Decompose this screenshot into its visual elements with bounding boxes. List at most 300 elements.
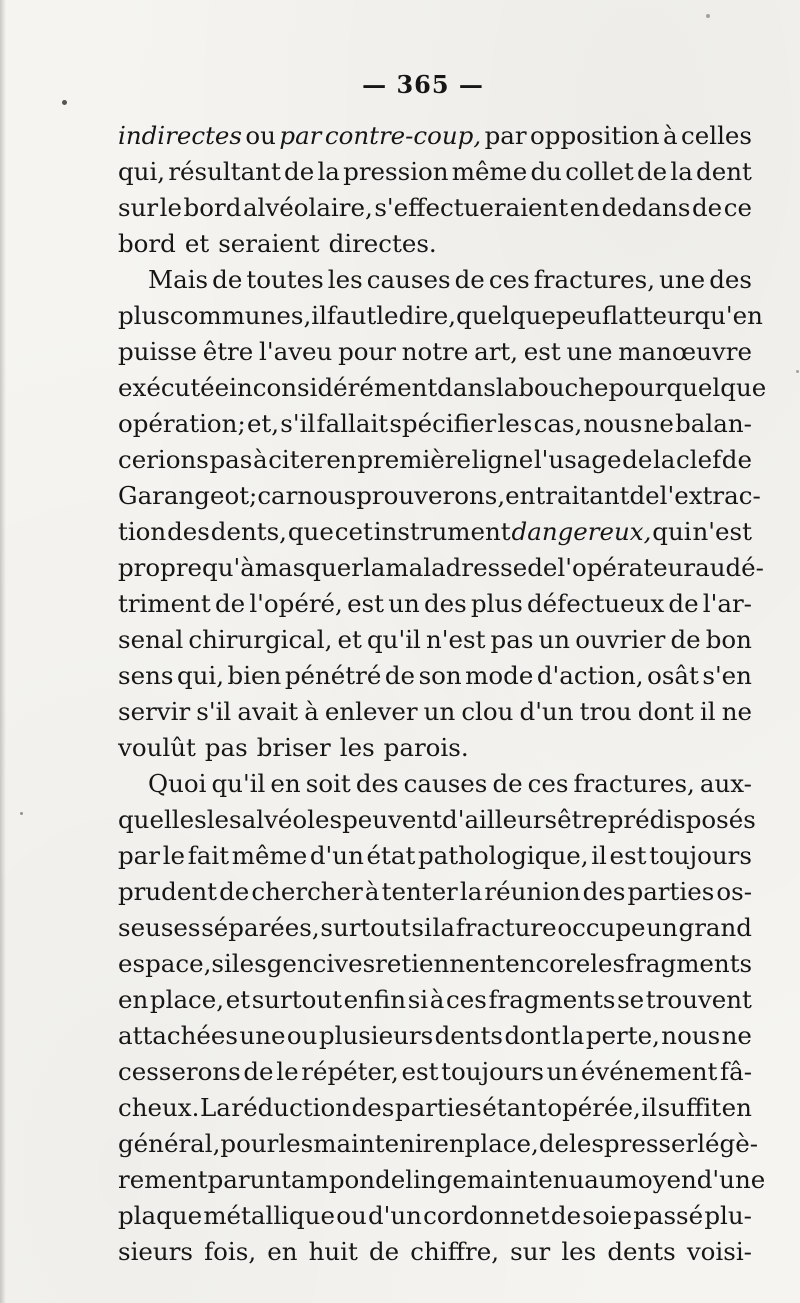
word: l'ar- bbox=[702, 589, 752, 618]
text-line bbox=[118, 1090, 752, 1126]
word: une bbox=[239, 1021, 286, 1050]
word: par bbox=[118, 841, 161, 870]
word: est bbox=[523, 337, 561, 366]
word: les bbox=[339, 733, 375, 762]
word: de bbox=[375, 1165, 406, 1194]
word: par bbox=[207, 1165, 250, 1194]
text-line bbox=[118, 262, 752, 298]
word: le bbox=[376, 301, 399, 330]
word: l'opéré, bbox=[249, 589, 343, 618]
word: au bbox=[584, 1165, 615, 1194]
text-line bbox=[118, 622, 752, 658]
word: du bbox=[530, 157, 562, 186]
word: dans bbox=[437, 373, 496, 402]
word: n'est bbox=[425, 625, 486, 654]
word: fractures, bbox=[533, 265, 656, 294]
word: nous bbox=[297, 481, 357, 510]
word: pression bbox=[343, 157, 449, 186]
word: ces bbox=[446, 985, 487, 1014]
word: retiennent bbox=[375, 949, 506, 978]
word: plus bbox=[470, 589, 523, 618]
word: dé- bbox=[725, 553, 764, 582]
word: notre bbox=[401, 337, 469, 366]
word: enlever bbox=[324, 697, 418, 726]
text-line bbox=[118, 226, 752, 262]
word: de bbox=[622, 445, 653, 474]
text-line bbox=[118, 118, 752, 154]
word: d'action, bbox=[536, 661, 644, 690]
word: les bbox=[497, 409, 533, 438]
word: surtout bbox=[320, 913, 411, 942]
word: suffit bbox=[657, 1093, 722, 1122]
word: de bbox=[636, 157, 668, 186]
word: général, bbox=[118, 1129, 221, 1158]
word: à bbox=[662, 121, 678, 150]
word: instrument bbox=[373, 517, 511, 546]
ink-speck bbox=[62, 100, 67, 105]
text-line bbox=[118, 1234, 752, 1270]
word: huit bbox=[308, 1237, 358, 1266]
word: pas bbox=[209, 445, 253, 474]
word: la bbox=[317, 157, 340, 186]
text-line bbox=[118, 802, 756, 838]
text-line bbox=[118, 514, 752, 550]
word: occupe bbox=[557, 913, 646, 942]
word: propre bbox=[118, 553, 203, 582]
word: pour bbox=[608, 373, 667, 402]
word: des bbox=[355, 769, 399, 798]
word: plu- bbox=[704, 1201, 752, 1230]
word: seraient bbox=[218, 229, 320, 258]
word: enfin bbox=[343, 985, 407, 1014]
word: trouvent bbox=[645, 985, 752, 1014]
word: de bbox=[454, 265, 485, 294]
word: d'une bbox=[696, 1165, 766, 1194]
word: rement bbox=[118, 1165, 208, 1194]
word: qu'à bbox=[202, 553, 255, 582]
word: flatteur bbox=[601, 301, 695, 330]
word: son bbox=[418, 661, 462, 690]
word: place, bbox=[149, 985, 225, 1014]
word: l'extrac- bbox=[659, 481, 761, 510]
word: si bbox=[411, 913, 432, 942]
word: alvéoles bbox=[241, 805, 343, 834]
word: fait bbox=[187, 841, 230, 870]
word: quelque bbox=[456, 301, 556, 330]
word: ne bbox=[643, 409, 674, 438]
word: mode bbox=[465, 661, 534, 690]
word: prédisposés bbox=[607, 805, 756, 834]
word: les bbox=[231, 949, 267, 978]
word: à bbox=[429, 985, 445, 1014]
text-line bbox=[118, 154, 752, 190]
word: soit bbox=[305, 769, 351, 798]
word: des bbox=[423, 589, 467, 618]
word: sieurs bbox=[118, 1237, 193, 1266]
word: maintenir bbox=[313, 1129, 435, 1158]
word: si bbox=[407, 985, 429, 1014]
word: les bbox=[327, 265, 363, 294]
word: opération; bbox=[118, 409, 246, 438]
text-line bbox=[118, 766, 752, 802]
word: si bbox=[211, 949, 232, 978]
word: ligne bbox=[471, 445, 534, 474]
word: fractures, bbox=[573, 769, 695, 798]
text-line bbox=[118, 1162, 766, 1198]
text-line bbox=[118, 370, 767, 406]
word: inconsidérément bbox=[229, 373, 438, 402]
text-line bbox=[118, 982, 752, 1018]
word: passé bbox=[633, 1201, 704, 1230]
word: d'un bbox=[309, 841, 364, 870]
word: grand bbox=[678, 913, 752, 942]
word: communes, bbox=[169, 301, 312, 330]
word: qui bbox=[652, 517, 692, 546]
word: ou bbox=[286, 1021, 318, 1050]
word: pour bbox=[338, 337, 396, 366]
text-line bbox=[118, 478, 761, 514]
word: prudent bbox=[118, 877, 217, 906]
text-line bbox=[118, 874, 752, 910]
word: pas bbox=[204, 733, 248, 762]
word: en bbox=[721, 1093, 752, 1122]
word: directes. bbox=[328, 229, 437, 258]
word: qui, bbox=[118, 157, 166, 186]
word: senal bbox=[118, 625, 184, 654]
word: n'est bbox=[692, 517, 752, 546]
word: un bbox=[249, 1165, 282, 1194]
text-line bbox=[118, 1054, 752, 1090]
word: ouvrier bbox=[575, 625, 666, 654]
word: fragments bbox=[625, 949, 753, 978]
word: peuvent bbox=[342, 805, 443, 834]
text-line bbox=[118, 190, 752, 226]
text-line bbox=[118, 334, 752, 370]
word: et bbox=[225, 985, 251, 1014]
word: les bbox=[590, 949, 626, 978]
word: le bbox=[159, 193, 182, 222]
word: de bbox=[219, 877, 250, 906]
word: toujours bbox=[649, 841, 752, 870]
page-binding-shadow bbox=[0, 0, 6, 1303]
word: même bbox=[451, 157, 528, 186]
word: la bbox=[561, 1021, 585, 1050]
word: un bbox=[388, 589, 420, 618]
word: fragments bbox=[488, 985, 616, 1014]
word: de bbox=[284, 157, 315, 186]
word: à bbox=[364, 877, 380, 906]
word: qu'il bbox=[211, 769, 266, 798]
word: de bbox=[384, 661, 416, 690]
word: chirurgical, bbox=[188, 625, 333, 654]
word: voisi- bbox=[686, 1237, 752, 1266]
word: qu'il bbox=[367, 625, 421, 654]
word: plusieurs bbox=[318, 1021, 434, 1050]
word: cordonnet bbox=[423, 1201, 550, 1230]
word: de bbox=[243, 1057, 274, 1086]
word: les bbox=[206, 805, 242, 834]
word: quelque bbox=[666, 373, 767, 402]
word: contre-coup, bbox=[324, 121, 482, 150]
word: d'un bbox=[519, 697, 574, 726]
word: les bbox=[569, 1129, 604, 1158]
word: un bbox=[423, 697, 456, 726]
word: la bbox=[670, 157, 693, 186]
word: pas bbox=[490, 625, 534, 654]
word: métallique bbox=[203, 1201, 335, 1230]
word: indirectes bbox=[118, 121, 242, 150]
word: l'opérateur bbox=[557, 553, 696, 582]
word: de bbox=[691, 193, 723, 222]
word: s'en bbox=[702, 661, 752, 690]
word: l'usage bbox=[533, 445, 622, 474]
word: voulût bbox=[118, 733, 196, 762]
word: dire, bbox=[398, 301, 457, 330]
word: répéter, bbox=[301, 1057, 399, 1086]
word: dents, bbox=[210, 517, 287, 546]
word: dangereux, bbox=[511, 517, 652, 546]
word: Quoi bbox=[148, 769, 207, 798]
word: de bbox=[668, 589, 699, 618]
word: opposition bbox=[530, 121, 660, 150]
word: des bbox=[582, 877, 626, 906]
word: nous bbox=[661, 1021, 721, 1050]
word: cet bbox=[334, 517, 373, 546]
word: plus bbox=[118, 301, 170, 330]
word: moyen bbox=[614, 1165, 697, 1194]
word: et, bbox=[246, 409, 280, 438]
word: car bbox=[257, 481, 298, 510]
text-line bbox=[118, 730, 752, 766]
word: parties bbox=[627, 877, 715, 906]
word: à bbox=[304, 697, 319, 726]
word: un bbox=[546, 1057, 579, 1086]
word: réduction bbox=[231, 1093, 352, 1122]
word: ces bbox=[527, 769, 569, 798]
ink-speck bbox=[20, 812, 23, 815]
text-line bbox=[118, 586, 752, 622]
word: maintenu bbox=[466, 1165, 585, 1194]
word: manœuvre bbox=[618, 337, 752, 366]
word: première bbox=[357, 445, 471, 474]
word: il bbox=[591, 841, 607, 870]
word: masquer bbox=[254, 553, 363, 582]
word: de bbox=[670, 625, 701, 654]
word: quelles bbox=[118, 805, 207, 834]
word: et bbox=[337, 625, 362, 654]
word: par bbox=[484, 121, 527, 150]
word: des bbox=[167, 517, 210, 546]
word: espace, bbox=[118, 949, 212, 978]
word: avait bbox=[237, 697, 299, 726]
word: fracture bbox=[455, 913, 557, 942]
word: causes bbox=[403, 769, 488, 798]
word: de bbox=[550, 1201, 582, 1230]
word: nous bbox=[583, 409, 643, 438]
word: résultant bbox=[168, 157, 281, 186]
word: ou bbox=[245, 121, 276, 150]
word: l'aveu bbox=[259, 337, 333, 366]
word: qu'en bbox=[694, 301, 763, 330]
text-line bbox=[118, 1126, 758, 1162]
word: celles bbox=[681, 121, 752, 150]
word: la bbox=[362, 553, 386, 582]
word: toujours bbox=[441, 1057, 544, 1086]
word: en bbox=[569, 193, 601, 222]
word: se bbox=[617, 985, 645, 1014]
word: prouverons, bbox=[356, 481, 506, 510]
word: osât bbox=[647, 661, 699, 690]
word: de bbox=[527, 553, 558, 582]
word: bouche bbox=[518, 373, 609, 402]
word: balan- bbox=[675, 409, 752, 438]
word: dedans bbox=[601, 193, 691, 222]
word: bien bbox=[227, 661, 282, 690]
word: cheux. bbox=[118, 1093, 200, 1122]
ink-speck bbox=[796, 370, 799, 373]
word: dents bbox=[607, 1237, 676, 1266]
word: attachées bbox=[118, 1021, 238, 1050]
word: fâ- bbox=[720, 1057, 752, 1086]
word: art, bbox=[474, 337, 519, 366]
word: la bbox=[495, 373, 519, 402]
word: cas, bbox=[533, 409, 583, 438]
text-line bbox=[118, 442, 752, 478]
word: soie bbox=[582, 1201, 632, 1230]
text-line bbox=[118, 910, 752, 946]
word: à bbox=[252, 445, 268, 474]
word: s'il bbox=[280, 409, 316, 438]
word: en bbox=[270, 769, 301, 798]
text-line bbox=[118, 658, 752, 694]
text-line bbox=[118, 694, 752, 730]
word: de bbox=[368, 1237, 400, 1266]
word: un bbox=[538, 625, 571, 654]
word: d'un bbox=[367, 1201, 422, 1230]
word: chercher bbox=[251, 877, 363, 906]
word: briser bbox=[256, 733, 331, 762]
word: réunion bbox=[484, 877, 581, 906]
word: état bbox=[366, 841, 416, 870]
word: dont bbox=[637, 697, 694, 726]
word: parties bbox=[394, 1093, 482, 1122]
word: par bbox=[279, 121, 322, 150]
word: il bbox=[641, 1093, 658, 1122]
word: il bbox=[699, 697, 716, 726]
word: pour bbox=[220, 1129, 279, 1158]
word: pathologique, bbox=[418, 841, 589, 870]
text-line bbox=[118, 1018, 752, 1054]
word: peu bbox=[555, 301, 602, 330]
word: s'effectueraient bbox=[374, 193, 569, 222]
word: la bbox=[652, 445, 676, 474]
word: de bbox=[212, 265, 243, 294]
word: des bbox=[351, 1093, 395, 1122]
word: puisse bbox=[118, 337, 197, 366]
word: être bbox=[202, 337, 254, 366]
word: maladresse bbox=[385, 553, 528, 582]
ink-speck bbox=[706, 14, 710, 18]
word: étant bbox=[482, 1093, 547, 1122]
word: est bbox=[401, 1057, 439, 1086]
word: servir bbox=[118, 697, 191, 726]
word: ne bbox=[721, 1021, 752, 1050]
word: les bbox=[278, 1129, 314, 1158]
word: est bbox=[609, 841, 647, 870]
word: une bbox=[566, 337, 613, 366]
text-line bbox=[118, 298, 763, 334]
word: citer bbox=[268, 445, 326, 474]
word: fallait bbox=[316, 409, 389, 438]
word: le bbox=[162, 841, 186, 870]
word: parois. bbox=[383, 733, 469, 762]
word: pénétré bbox=[284, 661, 382, 690]
word: place, bbox=[464, 1129, 539, 1158]
word: qui, bbox=[176, 661, 225, 690]
word: la bbox=[432, 913, 455, 942]
word: tenter bbox=[381, 877, 458, 906]
word: clou bbox=[461, 697, 514, 726]
word: sur bbox=[118, 193, 159, 222]
word: il bbox=[311, 301, 327, 330]
word: le bbox=[276, 1057, 299, 1086]
word: ne bbox=[721, 697, 752, 726]
word: spécifier bbox=[389, 409, 497, 438]
word: en bbox=[326, 445, 357, 474]
word: un bbox=[646, 913, 678, 942]
word: ces bbox=[488, 265, 530, 294]
word: de bbox=[721, 445, 752, 474]
word: une bbox=[659, 265, 706, 294]
word: la bbox=[459, 877, 483, 906]
word: de bbox=[492, 769, 523, 798]
word: surtout bbox=[251, 985, 342, 1014]
text-line bbox=[118, 946, 752, 982]
text-line bbox=[118, 550, 764, 586]
word: de bbox=[214, 589, 246, 618]
word: et bbox=[184, 229, 210, 258]
word: alvéolaire, bbox=[242, 193, 373, 222]
word: les bbox=[561, 1237, 597, 1266]
word: encore bbox=[505, 949, 591, 978]
word: cesserons bbox=[118, 1057, 241, 1086]
word: être bbox=[557, 805, 608, 834]
word: exécutée bbox=[118, 373, 230, 402]
word: défectueux bbox=[527, 589, 665, 618]
word: événement bbox=[580, 1057, 718, 1086]
word: Mais bbox=[148, 265, 209, 294]
word: en bbox=[505, 481, 536, 510]
word: La bbox=[199, 1093, 231, 1122]
word: opérée, bbox=[547, 1093, 641, 1122]
word: des bbox=[709, 265, 752, 294]
word: de bbox=[538, 1129, 569, 1158]
word: sur bbox=[510, 1237, 551, 1266]
word: légè- bbox=[697, 1129, 758, 1158]
word: même bbox=[231, 841, 308, 870]
word: s'il bbox=[196, 697, 232, 726]
text-line bbox=[118, 1198, 752, 1234]
word: seuses bbox=[118, 913, 201, 942]
word: ou bbox=[336, 1201, 367, 1230]
word: perte, bbox=[585, 1021, 660, 1050]
word: en bbox=[267, 1237, 298, 1266]
word: gencives bbox=[266, 949, 376, 978]
word: Garangeot; bbox=[118, 481, 258, 510]
word: aux- bbox=[699, 769, 752, 798]
word: chiffre, bbox=[410, 1237, 500, 1266]
word: que bbox=[287, 517, 334, 546]
